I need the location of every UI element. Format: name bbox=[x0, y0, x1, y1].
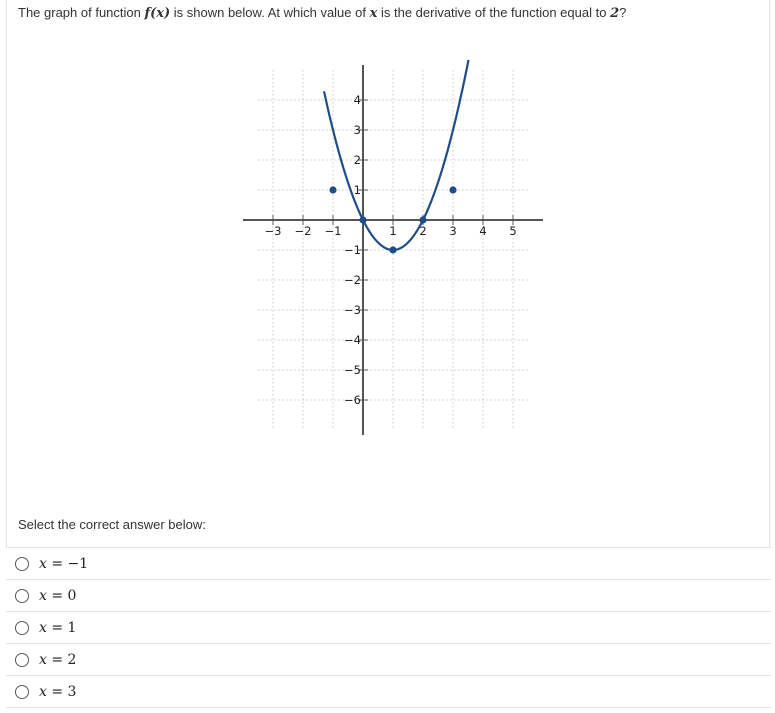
question-text: The graph of function f(x) is shown below. At which value of x is the derivative of the function equal to 2? bbox=[18, 5, 627, 21]
answer-option-x-3[interactable] bbox=[6, 675, 771, 708]
answer-prompt: Select the correct answer below: bbox=[18, 517, 206, 532]
answer-option-x-2[interactable] bbox=[6, 643, 771, 675]
x-tick-label: 3 bbox=[449, 224, 457, 238]
answer-option-x-neg-1[interactable] bbox=[6, 547, 771, 579]
x-tick-label: −2 bbox=[294, 224, 312, 238]
x-tick-label: 2 bbox=[419, 224, 427, 238]
answer-option-x-1[interactable] bbox=[6, 611, 771, 643]
content-frame-left-border bbox=[6, 0, 7, 548]
answer-option-label: x = 1 bbox=[39, 619, 77, 636]
function-curve bbox=[324, 60, 495, 250]
y-tick-label: −4 bbox=[344, 333, 361, 347]
y-tick-label: −5 bbox=[344, 363, 361, 377]
radio-button[interactable] bbox=[15, 589, 29, 603]
y-tick-label: 2 bbox=[353, 153, 361, 167]
y-tick-label: 4 bbox=[353, 93, 361, 107]
x-tick-label: 1 bbox=[389, 224, 397, 238]
answer-option-label: x = 3 bbox=[39, 683, 77, 700]
answer-options bbox=[6, 547, 771, 708]
radio-button[interactable] bbox=[15, 685, 29, 699]
curve-point bbox=[449, 186, 456, 193]
y-tick-label: −3 bbox=[344, 303, 361, 317]
y-tick-label: −2 bbox=[344, 273, 361, 287]
y-tick-label: 3 bbox=[353, 123, 361, 137]
target-value: 2 bbox=[610, 6, 620, 21]
curve-point bbox=[389, 246, 396, 253]
radio-button[interactable] bbox=[15, 653, 29, 667]
answer-option-label: x = −1 bbox=[39, 555, 89, 572]
x-tick-label: −3 bbox=[264, 224, 282, 238]
function-name: f(x) bbox=[144, 6, 171, 21]
radio-button[interactable] bbox=[15, 621, 29, 635]
y-tick-label: −6 bbox=[344, 393, 361, 407]
answer-option-label: x = 2 bbox=[39, 651, 77, 668]
curve-point bbox=[419, 216, 426, 223]
function-graph bbox=[238, 60, 548, 440]
answer-option-x-0[interactable] bbox=[6, 579, 771, 611]
x-tick-label: 4 bbox=[479, 224, 487, 238]
content-frame-right-border bbox=[769, 0, 770, 548]
y-tick-label: 1 bbox=[353, 183, 361, 197]
x-tick-label: −1 bbox=[324, 224, 342, 238]
radio-button[interactable] bbox=[15, 557, 29, 571]
answer-option-label: x = 0 bbox=[39, 587, 77, 604]
curve-point bbox=[359, 216, 366, 223]
variable-x: x bbox=[369, 6, 378, 21]
x-tick-label: 5 bbox=[509, 224, 517, 238]
y-tick-label: −1 bbox=[344, 243, 361, 257]
curve-point bbox=[329, 186, 336, 193]
